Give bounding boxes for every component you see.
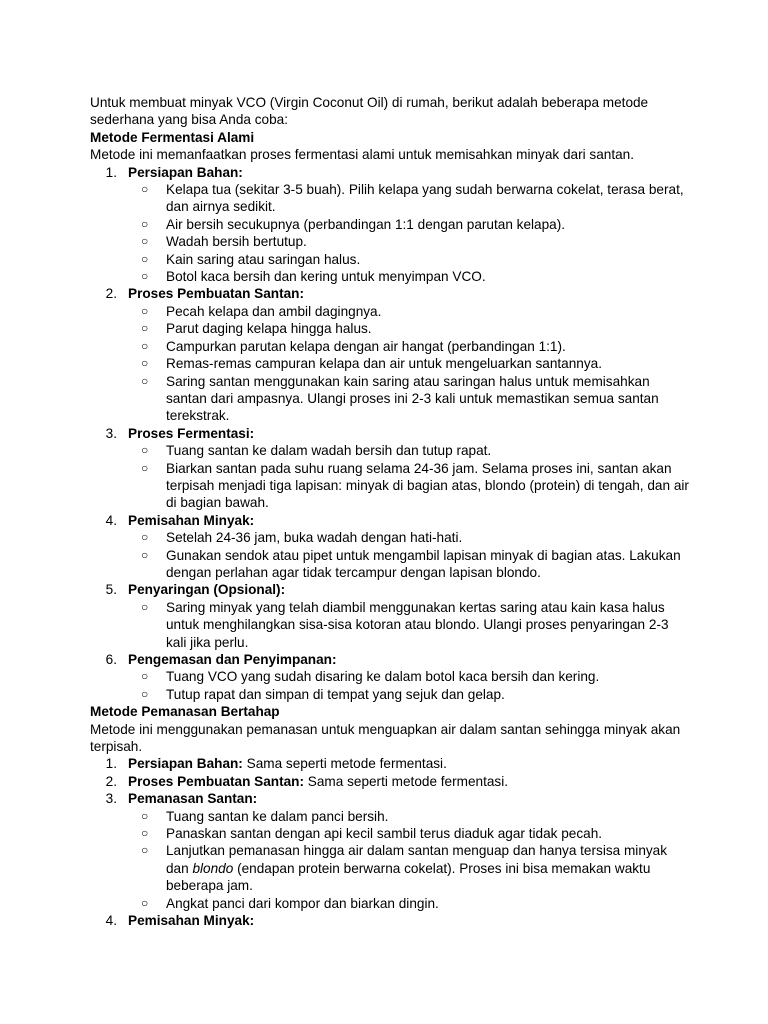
step-number: 3. — [105, 791, 117, 807]
step-number: 2. — [105, 773, 117, 789]
intro-paragraph: Untuk membuat minyak VCO (Virgin Coconut Oil) di rumah, berikut adalah beberapa metode sederhana yang bisa Anda coba: — [90, 95, 649, 128]
step-title: Penyaringan (Opsional): — [128, 582, 286, 598]
circle-bullet-icon: ○ — [141, 251, 149, 266]
substeps-list — [128, 599, 690, 651]
step-title: Proses Pembuatan Santan: — [128, 286, 305, 302]
circle-bullet-icon: ○ — [141, 373, 149, 388]
substep-item — [128, 460, 690, 512]
circle-bullet-icon: ○ — [141, 686, 149, 701]
substep-item — [128, 895, 690, 912]
step-number: 4. — [105, 913, 117, 929]
substeps-list — [128, 529, 690, 581]
substep-item — [128, 547, 690, 582]
step-title: Proses Fermentasi: — [128, 425, 255, 441]
substep-text-after: (endapan protein berwarna cokelat). Proses ini bisa memakan waktu beberapa jam. — [166, 860, 651, 894]
method1-step-4 — [90, 512, 690, 582]
substep-text: Tuang santan ke dalam wadah bersih dan tutup rapat. — [166, 443, 492, 459]
substep-text: Biarkan santan pada suhu ruang selama 24-36 jam. Selama proses ini, santan akan terpisah menjadi tiga lapisan: minyak di bagian atas, blondo (protein) di tengah, dan air di bagian bawah. — [166, 460, 689, 511]
substeps-list — [128, 303, 690, 425]
substep-text: Angkat panci dari kompor dan biarkan dingin. — [166, 895, 439, 911]
substep-item — [128, 268, 690, 285]
substep-text-before: Lanjutkan pemanasan hingga air dalam santan menguap dan hanya tersisa minyak dan — [166, 843, 668, 876]
substep-item — [128, 303, 690, 320]
substep-text: Kain saring atau saringan halus. — [166, 251, 361, 267]
method2-step-1 — [90, 755, 690, 772]
substep-item — [128, 216, 690, 233]
substep-item — [128, 668, 690, 685]
method2-steps-list — [90, 755, 690, 929]
method1-step-5 — [90, 581, 690, 651]
method2-step-2 — [90, 773, 690, 790]
substep-item — [128, 251, 690, 268]
circle-bullet-icon: ○ — [141, 843, 149, 858]
substep-item — [128, 338, 690, 355]
circle-bullet-icon: ○ — [141, 182, 149, 197]
substep-text: Gunakan sendok atau pipet untuk mengambil lapisan minyak di bagian atas. Lakukan dengan perlahan agar tidak tercampur dengan lapisan blondo. — [166, 547, 681, 580]
step-number: 3. — [105, 425, 117, 441]
circle-bullet-icon: ○ — [141, 234, 149, 249]
substep-text: Botol kaca bersih dan kering untuk menyimpan VCO. — [166, 269, 486, 285]
substep-text: Saring santan menggunakan kain saring atau saringan halus untuk memisahkan santan dari ampasnya. Ulangi proses ini 2-3 kali untuk memastikan semua santan terekstrak. — [166, 373, 659, 424]
circle-bullet-icon: ○ — [141, 356, 149, 371]
substep-item — [128, 529, 690, 546]
method1-step-2 — [90, 285, 690, 424]
substep-text: Saring minyak yang telah diambil menggunakan kertas saring atau kain kasa halus untuk menghilangkan sisa-sisa kotoran atau blondo. Ulangi proses penyaringan 2-3 kali jika perlu. — [166, 599, 669, 650]
circle-bullet-icon: ○ — [141, 338, 149, 353]
method2-heading: Metode Pemanasan Bertahap — [90, 704, 280, 720]
document-page — [90, 94, 690, 930]
circle-bullet-icon: ○ — [141, 460, 149, 475]
step-title: Proses Pembuatan Santan: — [128, 773, 305, 789]
substeps-list — [128, 808, 690, 912]
circle-bullet-icon: ○ — [141, 808, 149, 823]
substep-emphasis: blondo — [192, 860, 234, 876]
substep-text: Remas-remas campuran kelapa dan air untuk mengeluarkan santannya. — [166, 356, 602, 372]
substep-text: Kelapa tua (sekitar 3-5 buah). Pilih kelapa yang sudah berwarna cokelat, terasa berat, dan airnya sedikit. — [166, 182, 684, 215]
step-number: 1. — [105, 756, 117, 772]
substep-item — [128, 825, 690, 842]
step-number: 4. — [105, 512, 117, 528]
substeps-list — [128, 668, 690, 703]
substep-item — [128, 181, 690, 216]
method1-step-6 — [90, 651, 690, 703]
circle-bullet-icon: ○ — [141, 669, 149, 684]
substep-text: Campurkan parutan kelapa dengan air hangat (perbandingan 1:1). — [166, 338, 566, 354]
substep-item — [128, 808, 690, 825]
method1-heading: Metode Fermentasi Alami — [90, 129, 255, 145]
step-text: Sama seperti metode fermentasi. — [246, 756, 447, 772]
step-number: 1. — [105, 164, 117, 180]
step-text: Sama seperti metode fermentasi. — [307, 773, 509, 789]
method2-description: Metode ini menggunakan pemanasan untuk menguapkan air dalam santan sehingga minyak akan terpisah. — [90, 721, 681, 755]
step-title: Persiapan Bahan: — [128, 164, 243, 180]
substep-text: Air bersih secukupnya (perbandingan 1:1 dengan parutan kelapa). — [166, 216, 566, 232]
method2-step-4 — [90, 912, 690, 929]
step-title: Pemisahan Minyak: — [128, 913, 255, 929]
step-title: Pemisahan Minyak: — [128, 512, 255, 528]
substep-text: Tuang VCO yang sudah disaring ke dalam botol kaca bersih dan kering. — [166, 669, 600, 685]
method2-step-3 — [90, 790, 690, 912]
substeps-list — [128, 442, 690, 512]
circle-bullet-icon: ○ — [141, 216, 149, 231]
substep-item — [128, 599, 690, 651]
step-number: 2. — [105, 286, 117, 302]
substep-item — [128, 320, 690, 337]
substep-item — [128, 442, 690, 459]
substep-item — [128, 355, 690, 372]
method1-step-3 — [90, 425, 690, 512]
step-number: 5. — [105, 582, 117, 598]
step-title: Pengemasan dan Penyimpanan: — [128, 652, 337, 667]
circle-bullet-icon: ○ — [141, 547, 149, 562]
step-title: Persiapan Bahan: — [128, 756, 243, 772]
substep-text: Tuang santan ke dalam panci bersih. — [166, 808, 389, 824]
substep-item — [128, 373, 690, 425]
circle-bullet-icon: ○ — [141, 826, 149, 841]
substep-item — [128, 233, 690, 250]
substeps-list — [128, 181, 690, 285]
circle-bullet-icon: ○ — [141, 269, 149, 284]
substep-text: Wadah bersih bertutup. — [166, 234, 307, 250]
circle-bullet-icon: ○ — [141, 321, 149, 336]
method1-steps-list — [90, 164, 690, 704]
substep-item — [128, 842, 690, 894]
circle-bullet-icon: ○ — [141, 443, 149, 458]
substep-text: Pecah kelapa dan ambil dagingnya. — [166, 303, 382, 319]
method1-step-1 — [90, 164, 690, 286]
step-title: Pemanasan Santan: — [128, 791, 258, 807]
step-number: 6. — [105, 652, 117, 667]
circle-bullet-icon: ○ — [141, 303, 149, 318]
substep-text: Parut daging kelapa hingga halus. — [166, 321, 372, 337]
method1-description: Metode ini memanfaatkan proses fermentasi alami untuk memisahkan minyak dari santan. — [90, 147, 635, 163]
circle-bullet-icon: ○ — [141, 599, 149, 614]
circle-bullet-icon: ○ — [141, 895, 149, 910]
substep-text: Setelah 24-36 jam, buka wadah dengan hati-hati. — [166, 530, 463, 546]
substep-text: Panaskan santan dengan api kecil sambil terus diaduk agar tidak pecah. — [166, 826, 603, 842]
substep-text: Tutup rapat dan simpan di tempat yang sejuk dan gelap. — [166, 686, 505, 702]
circle-bullet-icon: ○ — [141, 530, 149, 545]
substep-item — [128, 686, 690, 703]
